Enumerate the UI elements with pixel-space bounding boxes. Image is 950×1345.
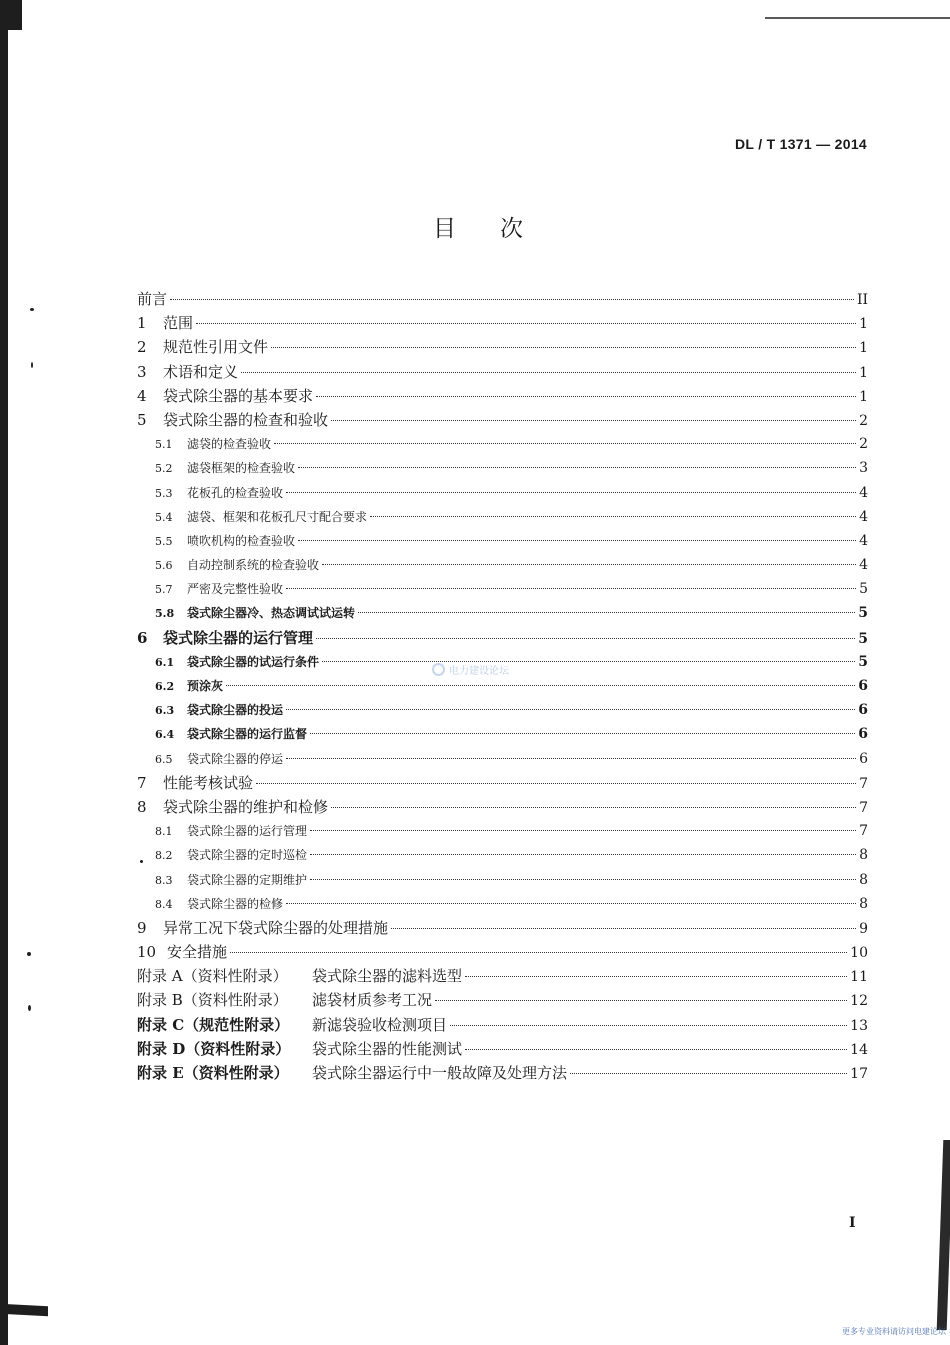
toc-leader-dots [226,685,855,686]
toc-leader-dots [331,420,856,421]
toc-leader-dots [316,638,855,639]
toc-entry[interactable] [137,602,868,626]
scan-top-rule [765,17,950,19]
toc-entry-page: 8 [859,895,868,912]
toc-entry-number: 5.1 [155,438,173,452]
toc-entry-label: 袋式除尘器的维护和检修 [163,797,329,816]
toc-entry-page: 7 [859,775,868,792]
document-code: DL / T 1371 — 2014 [735,136,867,152]
scan-border-left [0,0,8,1345]
toc-entry[interactable] [137,893,868,917]
toc-entry-number: 5.5 [155,534,173,548]
toc-entry-label: 新滤袋验收检测项目 [312,1015,448,1034]
toc-entry-label: 安全措施 [167,943,228,962]
toc-leader-dots [196,323,856,324]
toc-entry-label: 喷吹机构的检查验收 [187,533,296,548]
toc-entry-number: 5.6 [155,559,173,573]
scan-speck [27,952,31,956]
scan-border-notch [8,0,22,30]
toc-entry-number: 6.5 [155,752,173,766]
toc-leader-dots [241,372,856,373]
toc-leader-dots [271,347,856,348]
toc-entry-page: 2 [859,412,868,429]
toc-entry[interactable] [137,409,868,433]
page-number: I [849,1215,856,1231]
footer-note: 更多专业资料请访问电建论坛 [842,1327,946,1336]
toc-entry[interactable] [137,578,868,602]
toc-entry-label: 袋式除尘器的投运 [187,703,284,718]
toc-entry-page: 4 [859,557,868,574]
toc-entry-label: 滤袋、框架和花板孔尺寸配合要求 [187,509,368,524]
toc-leader-dots [370,516,856,517]
toc-entry[interactable] [137,361,868,385]
toc-entry-number: 6.2 [155,680,175,693]
toc-entry[interactable] [137,336,868,360]
toc-leader-dots [298,540,856,541]
toc-entry-number: 6 [137,628,148,647]
toc-entry-page: 11 [850,969,868,986]
toc-entry[interactable] [137,482,868,506]
toc-entry[interactable] [137,675,868,699]
toc-leader-dots [331,807,856,808]
toc-entry[interactable] [137,457,868,481]
toc-entry-page: 5 [858,605,868,622]
scan-speck [28,1005,31,1011]
toc-leader-dots [310,830,856,831]
toc-entry-number: 9 [137,918,147,937]
toc-entry-label: 袋式除尘器的检修 [187,896,284,911]
appendix-prefix: 附录 B（资料性附录） [137,991,288,1010]
toc-entry[interactable] [137,796,868,820]
toc-entry[interactable] [137,699,868,723]
toc-entry[interactable] [137,869,868,893]
toc-entry-number: 8.3 [155,873,173,887]
toc-entry-label: 袋式除尘器的性能测试 [312,1039,463,1058]
toc-leader-dots [322,661,855,662]
toc-entry[interactable] [137,530,868,554]
toc-entry-label: 袋式除尘器冷、热态调试试运转 [187,606,356,621]
toc-entry-label: 袋式除尘器的试运行条件 [187,654,320,669]
toc-entry-label: 滤袋的检查验收 [187,437,272,452]
toc-leader-dots [310,879,856,880]
toc-entry-label: 自动控制系统的检查验收 [187,558,320,573]
watermark-logo-icon [432,663,445,676]
toc-entry[interactable] [137,506,868,530]
watermark [432,662,509,677]
toc-leader-dots [286,903,856,904]
scan-speck [30,308,34,311]
table-of-contents [137,288,868,1086]
toc-appendix-entry[interactable] [137,989,868,1013]
toc-leader-dots [286,758,856,759]
toc-entry-page: 1 [859,316,868,333]
scan-speck [31,362,33,368]
toc-leader-dots [298,467,856,468]
toc-entry[interactable] [137,433,868,457]
toc-leader-dots [230,952,847,953]
toc-entry[interactable] [137,748,868,772]
toc-leader-dots [465,976,847,977]
toc-entry-page: 10 [850,945,868,962]
toc-entry-number: 1 [137,314,147,333]
toc-entry-label: 袋式除尘器的停运 [187,751,284,766]
toc-entry[interactable] [137,385,868,409]
toc-entry[interactable] [137,723,868,747]
toc-entry-number: 7 [137,773,147,792]
toc-entry[interactable] [137,820,868,844]
toc-entry-number: 8.4 [155,897,173,911]
toc-entry-number: 8.2 [155,849,173,863]
toc-entry-page: 5 [858,653,868,670]
toc-entry-number: 5.2 [155,462,173,476]
toc-entry-page: 14 [850,1041,868,1058]
toc-leader-dots [256,783,856,784]
toc-entry-page: 5 [859,581,868,598]
toc-entry-page: 1 [859,340,868,357]
toc-entry-page: 6 [858,726,868,743]
toc-entry[interactable] [137,554,868,578]
toc-entry-label: 袋式除尘器的检查和验收 [163,410,329,429]
toc-entry[interactable] [137,772,868,796]
toc-entry-label: 袋式除尘器的运行监督 [187,727,308,742]
toc-entry-number: 2 [137,338,147,357]
toc-entry-label: 滤袋材质参考工况 [312,991,433,1010]
toc-entry-page: 17 [850,1066,868,1082]
toc-leader-dots [322,564,856,565]
toc-entry-label: 袋式除尘器的定期维护 [187,872,308,887]
toc-leader-dots [310,733,855,734]
toc-entry-page: 4 [859,484,868,501]
toc-entry-label: 前言 [137,290,168,308]
toc-entry-number: 6.3 [155,704,175,718]
toc-entry-number: 5.7 [155,583,173,597]
toc-entry-page: 4 [859,508,868,525]
appendix-prefix: 附录 D（资料性附录） [137,1039,291,1058]
toc-leader-dots [450,1025,847,1026]
toc-entry-label: 性能考核试验 [163,773,254,792]
page-title: 目次 [433,216,567,242]
toc-entry-page: 12 [850,993,868,1010]
toc-entry-page: 2 [859,436,868,453]
toc-leader-dots [286,709,855,710]
toc-entry-number: 4 [137,386,147,405]
toc-entry-page: 8 [859,871,868,888]
scan-border-right [937,1140,950,1330]
toc-appendix-entry[interactable] [137,1062,868,1086]
toc-leader-dots [274,443,856,444]
toc-entry-label: 预涂灰 [187,679,224,693]
toc-entry-label: 袋式除尘器的基本要求 [163,386,314,405]
toc-leader-dots [435,1000,847,1001]
toc-entry-label: 袋式除尘器的滤料选型 [312,967,463,986]
toc-appendix-entry[interactable] [137,965,868,989]
toc-appendix-entry[interactable] [137,1014,868,1038]
toc-leader-dots [465,1049,847,1050]
toc-entry-label: 袋式除尘器的定时巡检 [187,848,308,863]
toc-entry-number: 8 [137,797,147,816]
toc-entry-page: 1 [859,388,868,405]
toc-entry-page: 7 [859,823,868,840]
toc-entry-page: 8 [859,847,868,864]
toc-entry-number: 5.3 [155,486,173,500]
toc-entry-label: 滤袋框架的检查验收 [187,461,296,476]
appendix-prefix: 附录 C（规范性附录） [137,1015,290,1034]
toc-leader-dots [570,1073,847,1074]
toc-entry[interactable] [137,627,868,651]
toc-entry-number: 10 [137,943,157,962]
toc-entry-label: 范围 [163,314,194,333]
toc-leader-dots [286,492,856,493]
toc-entry-page: 3 [859,460,868,477]
toc-entry-number: 5.8 [155,607,175,621]
toc-entry-label: 袋式除尘器的运行管理 [187,824,308,839]
toc-entry[interactable] [137,844,868,868]
watermark-text: 电力建设论坛 [449,666,509,677]
toc-leader-dots [286,588,856,589]
toc-leader-dots [316,396,856,397]
toc-entry-number: 8.1 [155,825,173,839]
toc-leader-dots [358,612,855,613]
toc-entry-label: 袋式除尘器运行中一般故障及处理方法 [312,1064,568,1082]
toc-entry-page: 5 [858,630,868,647]
toc-leader-dots [310,854,856,855]
toc-entry[interactable] [137,917,868,941]
appendix-prefix: 附录 A（资料性附录） [137,967,288,986]
toc-entry-number: 5.4 [155,510,173,524]
appendix-prefix: 附录 E（资料性附录） [137,1064,289,1082]
toc-entry-page: 6 [858,678,868,694]
toc-entry-page: II [856,292,868,308]
toc-entry-label: 花板孔的检查验收 [187,485,284,500]
toc-entry[interactable] [137,941,868,965]
toc-entry-label: 异常工况下袋式除尘器的处理措施 [163,918,389,937]
toc-entry-page: 13 [850,1017,868,1034]
toc-leader-dots [391,928,856,929]
toc-entry-number: 5 [137,410,147,429]
toc-leader-dots [170,299,854,300]
toc-appendix-entry[interactable] [137,1038,868,1062]
toc-entry-page: 7 [859,799,868,816]
toc-entry-number: 6.4 [155,728,175,742]
toc-entry-page: 6 [859,750,868,767]
toc-entry-page: 4 [859,532,868,549]
toc-entry-label: 严密及完整性验收 [187,582,284,597]
toc-entry-label: 规范性引用文件 [163,338,269,357]
toc-entry-number: 3 [137,362,147,381]
toc-entry[interactable] [137,288,868,312]
toc-entry[interactable] [137,312,868,336]
toc-entry-number: 6.1 [155,655,175,669]
toc-entry-page: 1 [859,364,868,381]
toc-entry-page: 9 [859,920,868,937]
toc-entry-page: 6 [858,702,868,719]
toc-entry-label: 术语和定义 [163,362,239,381]
toc-entry-label: 袋式除尘器的运行管理 [163,628,314,647]
